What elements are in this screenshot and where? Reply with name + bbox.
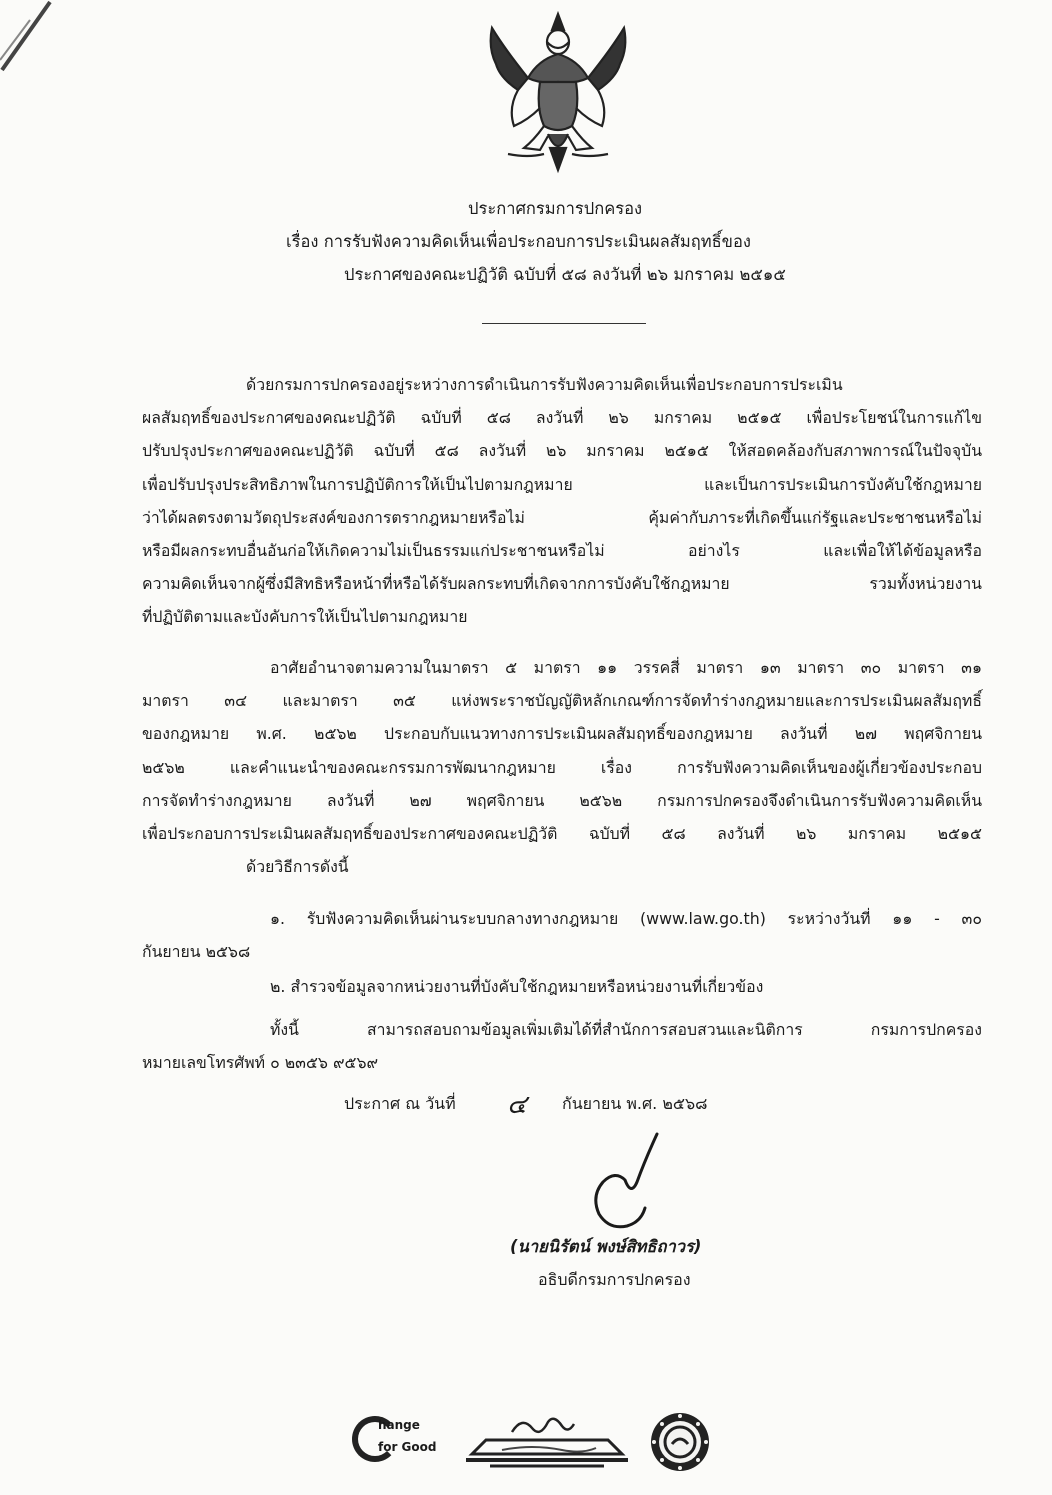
text-line: หมายเลขโทรศัพท์ ๐ ๒๓๕๖ ๙๕๖๙ bbox=[142, 1053, 379, 1073]
date-prefix: ประกาศ ณ วันที่ bbox=[344, 1094, 456, 1113]
text-line: ๒๕๖๒ และคำแนะนำของคณะกรรมการพัฒนากฎหมาย เรื่อง การรับฟังความคิดเห็นของผู้เกี่ยวข้องประกอบ bbox=[142, 757, 982, 777]
text-line: ผลสัมฤทธิ์ของประกาศของคณะปฏิวัติ ฉบับที่ ๕๘ ลงวันที่ ๒๖ มกราคม ๒๕๑๕ เพื่อประโยชน์ในการแก้ไข bbox=[142, 408, 982, 428]
text-line: ด้วยวิธีการดังนี้ bbox=[246, 857, 349, 877]
text-line: ว่าได้ผลตรงตามวัตถุประสงค์ของการตรากฎหมายหรือไม่ คุ้มค่ากับภาระที่เกิดขึ้นแก่รัฐและประชาชนหรือไม่ bbox=[142, 507, 982, 527]
scan-edge-mark bbox=[0, 0, 60, 80]
text-line: ที่ปฏิบัติตามและบังคับการให้เป็นไปตามกฎหมาย bbox=[142, 607, 468, 627]
change-for-good-logo bbox=[348, 1410, 452, 1470]
paragraph-authority bbox=[142, 651, 982, 883]
paragraph-contact bbox=[142, 1013, 982, 1079]
text-line: กันยายน ๒๕๖๘ bbox=[142, 942, 251, 962]
text-line: เพื่อปรับปรุงประสิทธิภาพในการปฏิบัติการให้เป็นไปตามกฎหมาย และเป็นการประเมินการบังคับใช้กฎหมาย bbox=[142, 474, 982, 494]
text-line: อาศัยอำนาจตามความในมาตรา ๕ มาตรา ๑๑ วรรคสี่ มาตรา ๑๓ มาตรา ๓๐ มาตรา ๓๑ bbox=[270, 658, 982, 677]
method-item-1 bbox=[142, 902, 982, 968]
subject-line-1: เรื่อง การรับฟังความคิดเห็นเพื่อประกอบการประเมินผลสัมฤทธิ์ของ bbox=[286, 232, 751, 251]
paragraph-purpose bbox=[142, 368, 982, 634]
text-line: มาตรา ๓๔ และมาตรา ๓๕ แห่งพระราชบัญญัติหลักเกณฑ์การจัดทำร่างกฎหมายและการประเมินผลสัมฤทธิ์ bbox=[142, 691, 982, 711]
logo-text-line2: for Good bbox=[378, 1440, 437, 1454]
text-line: เพื่อประกอบการประเมินผลสัมฤทธิ์ของประกาศของคณะปฏิวัติ ฉบับที่ ๕๘ ลงวันที่ ๒๖ มกราคม ๒๕๑๕ bbox=[142, 823, 982, 843]
method-item-2 bbox=[142, 970, 982, 1003]
agency-heading: ประกาศกรมการปกครอง bbox=[468, 199, 643, 218]
signatory-title: อธิบดีกรมการปกครอง bbox=[538, 1270, 691, 1289]
title-divider bbox=[482, 323, 646, 324]
date-month-year: กันยายน พ.ศ. ๒๕๖๘ bbox=[562, 1094, 708, 1113]
text-line: ๑. รับฟังความคิดเห็นผ่านระบบกลางทางกฎหมาย (www.law.go.th) ระหว่างวันที่ ๑๑ - ๓๐ bbox=[270, 909, 982, 928]
handwritten-signature bbox=[585, 1130, 675, 1240]
logo-text-line1: hange bbox=[378, 1418, 420, 1432]
subject-line-2: ประกาศของคณะปฏิวัติ ฉบับที่ ๕๘ ลงวันที่ ๒๖ มกราคม ๒๕๑๕ bbox=[344, 265, 786, 284]
department-seal-logo bbox=[648, 1410, 712, 1474]
text-line: ความคิดเห็นจากผู้ซึ่งมีสิทธิหรือหน้าที่หรือได้รับผลกระทบที่เกิดจากการบังคับใช้กฎหมาย รวมทั้งหน่วยงาน bbox=[142, 574, 982, 594]
text-line: ของกฎหมาย พ.ศ. ๒๕๖๒ ประกอบกับแนวทางการประเมินผลสัมฤทธิ์ของกฎหมาย ลงวันที่ ๒๗ พฤศจิกายน bbox=[142, 724, 982, 744]
handwritten-day: ๔ bbox=[507, 1090, 527, 1120]
text-line: ทั้งนี้ สามารถสอบถามข้อมูลเพิ่มเติมได้ที่สำนักการสอบสวนและนิติการ กรมการปกครอง bbox=[270, 1020, 982, 1039]
text-line: การจัดทำร่างกฎหมาย ลงวันที่ ๒๗ พฤศจิกายน ๒๕๖๒ กรมการปกครองจึงดำเนินการรับฟังความคิดเห็น bbox=[142, 790, 982, 810]
signature-stamp-logo bbox=[462, 1410, 632, 1474]
garuda-emblem bbox=[478, 8, 638, 178]
signatory-name: (นายนิรัตน์ พงษ์สิทธิถาวร) bbox=[510, 1237, 702, 1256]
text-line: ด้วยกรมการปกครองอยู่ระหว่างการดำเนินการรับฟังความคิดเห็นเพื่อประกอบการประเมิน bbox=[246, 375, 843, 394]
announcement-date bbox=[344, 1090, 708, 1120]
text-line: ๒. สำรวจข้อมูลจากหน่วยงานที่บังคับใช้กฎหมายหรือหน่วยงานที่เกี่ยวข้อง bbox=[270, 977, 764, 996]
text-line: ปรับปรุงประกาศของคณะปฏิวัติ ฉบับที่ ๕๘ ลงวันที่ ๒๖ มกราคม ๒๕๑๕ ให้สอดคล้องกับสภาพการณ์ในปัจจุบัน bbox=[142, 441, 982, 461]
text-line: หรือมีผลกระทบอื่นอันก่อให้เกิดความไม่เป็นธรรมแก่ประชาชนหรือไม่ อย่างไร และเพื่อให้ได้ข้อมูลหรือ bbox=[142, 540, 982, 560]
